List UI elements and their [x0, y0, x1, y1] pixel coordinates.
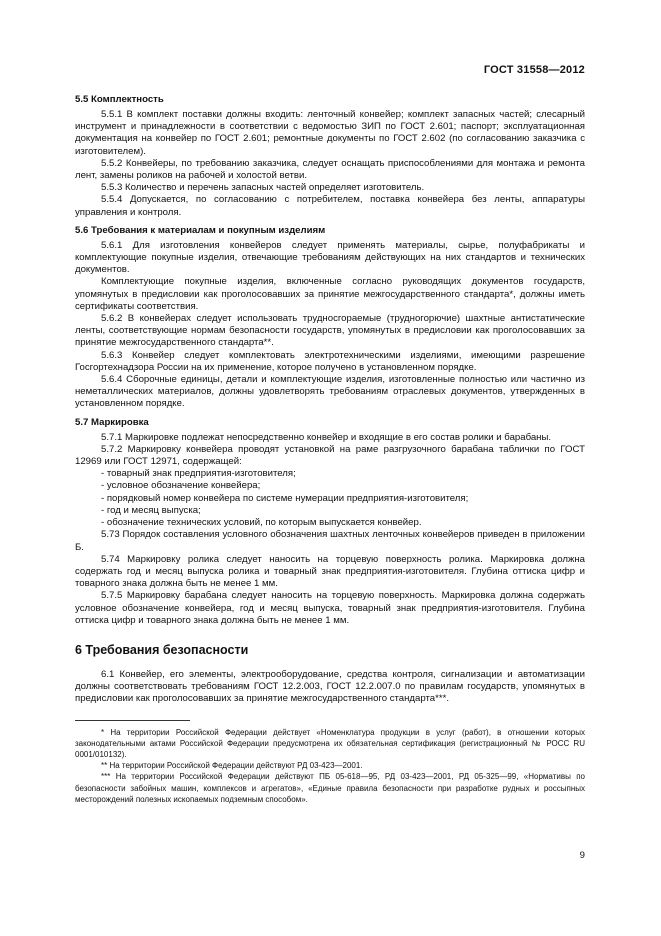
paragraph: 6.1 Конвейер, его элементы, электрооборудование, средства контроля, сигнализации и автоматизации должны соответствовать требованиям ГОСТ 12.2.003, ГОСТ 12.2.007.0 по правилам государств, упомянутых в предисловии как проголосовавших за принятие межгосударственного стандарта***.	[75, 668, 585, 705]
footnote-separator	[75, 720, 190, 721]
list-item: - год и месяц выпуска;	[101, 504, 201, 516]
paragraph: 5.5.4 Допускается, по согласованию с потребителем, поставка конвейера без ленты, аппаратуры управления и контроля.	[75, 194, 585, 218]
document-page	[75, 64, 585, 805]
list-item: - порядковый номер конвейера по системе нумерации предприятия-изготовителя;	[101, 492, 469, 504]
paragraph: 5.5.2 Конвейеры, по требованию заказчика, следует оснащать приспособлениями для монтажа и ремонта лент, замены роликов на рабочей и холостой ветви.	[75, 157, 585, 182]
paragraph: 5.6.3 Конвейер следует комплектовать электротехническими изделиями, имеющими разрешение Госгортехнадзора России на их применение, которое получено в установленном порядке.	[75, 349, 585, 373]
list-item: - обозначение технических условий, по которым выпускается конвейер.	[101, 517, 422, 529]
paragraph: 5.7.2 Маркировку конвейера проводят установкой на раме разгрузочного барабана таблички по ГОСТ 12969 или ГОСТ 12971, содержащей:	[75, 443, 585, 468]
document-header: ГОСТ 31558—2012	[483, 64, 585, 76]
footnote: ** На территории Российской Федерации действуют РД 03-423—2001.	[101, 761, 363, 771]
paragraph: 5.7.5 Маркировку барабана следует наносить на торцевую поверхность. Маркировка должна содержать условное обозначение конвейера, год и месяц выпуска, товарный знак предприятия-изготовителя. Глубина оттиска цифр и товарного знака должна быть не менее 1 мм.	[75, 590, 585, 626]
footnote: * На территории Российской Федерации действует «Номенклатура продукции в услуг (работ), в отношении которых законодательными актами Российской Федерации предусмотрена их обязательная сертификация (регистрационный № РОСС RU 0001/010132).	[75, 727, 585, 759]
footnote: *** На территории Российской Федерации действуют ПБ 05-618—95, РД 03-423—2001, РД 05-325—99, «Нормативы по безопасности забойных машин, комплексов и агрегатов», «Единые правила безопасности при разработке рудных и россыпных месторождений полезных ископаемых подземным способом».	[75, 772, 585, 804]
list-item: - товарный знак предприятия-изготовителя;	[101, 468, 296, 480]
footnotes	[75, 727, 585, 805]
section-heading-5-7: 5.7 Маркировка	[75, 416, 149, 428]
section-heading-5-5: 5.5 Комплектность	[75, 94, 164, 105]
page-number: 9	[579, 850, 585, 861]
paragraph: 5.6.4 Сборочные единицы, детали и комплектующие изделия, изготовленные полностью или частично из неметаллических материалов, должны удовлетворять требованиям отраслевых документов, утвержденных в установленном порядке.	[75, 374, 585, 410]
paragraph: 5.5.1 В комплект поставки должны входить: ленточный конвейер; комплект запасных частей; слесарный инструмент и принадлежности в соответствии с ведомостью ЗИП по ГОСТ 2.601; паспорт; эксплуатационная документация на конвейер по ГОСТ 2.601; ремонтные документы по ГОСТ 2.602 (по согласованию заказчика с изготовителем).	[75, 109, 585, 157]
paragraph: 5.74 Маркировку ролика следует наносить на торцевую поверхность ролика. Маркировка должна содержать год и месяц выпуска ролика и товарный знак предприятия-изготовителя. Глубина оттиска цифр и товарного знака должна быть не менее 1 мм.	[75, 553, 585, 590]
paragraph: 5.73 Порядок составления условного обозначения шахтных ленточных конвейеров приведен в приложении Б.	[75, 529, 585, 553]
paragraph: 5.6.1 Для изготовления конвейеров следует применять материалы, сырье, полуфабрикаты и комплектующие покупные изделия, отвечающие требованиям действующих на них стандартов и технических документов.	[75, 239, 585, 276]
list-item: - условное обозначение конвейера;	[101, 480, 261, 492]
paragraph: 5.6.2 В конвейерах следует использовать трудносгораемые (трудногорючие) шахтные антистатические ленты, соответствующие нормам безопасности государств, упомянутых в предисловии как проголосовавших за принятие межгосударственного стандарта**.	[75, 313, 585, 349]
paragraph: 5.7.1 Маркировке подлежат непосредственно конвейер и входящие в его состав ролики и барабаны.	[101, 431, 552, 443]
section-heading-5-6: 5.6 Требования к материалам и покупным изделиям	[75, 224, 326, 236]
section-heading-6: 6 Требования безопасности	[75, 642, 249, 657]
paragraph: 5.5.3 Количество и перечень запасных частей определяет изготовитель.	[101, 182, 425, 194]
paragraph: Комплектующие покупные изделия, включенные согласно руководящих документов государств, упомянутых в предисловии как проголосовавших за принятие межгосударственного стандарта*, должны иметь сертификаты соответствия.	[75, 276, 585, 312]
